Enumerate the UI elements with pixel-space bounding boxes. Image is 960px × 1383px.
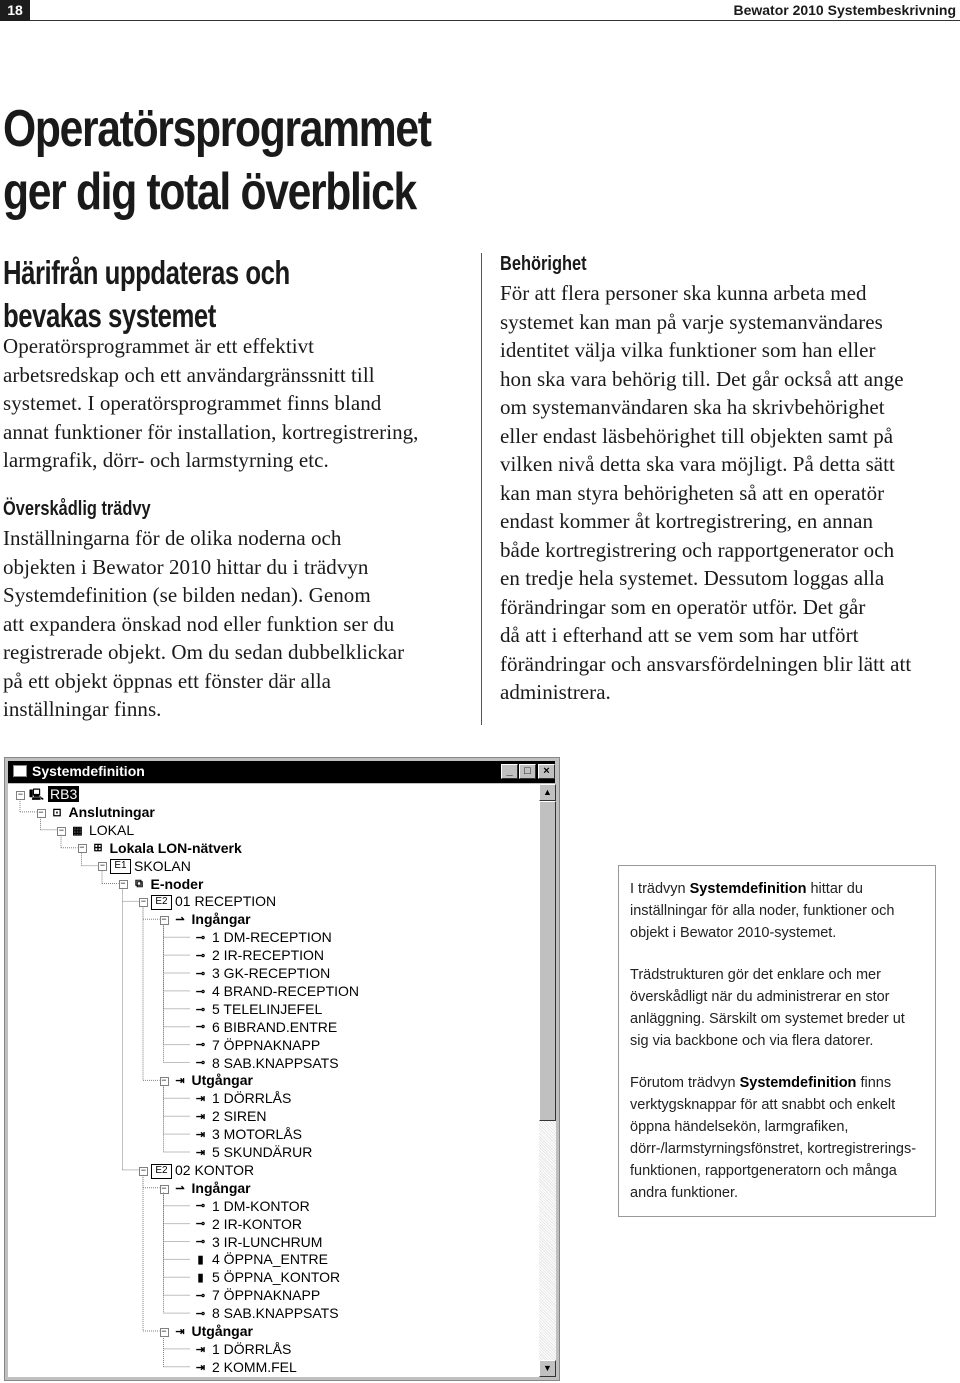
tree-node[interactable] (57, 821, 134, 839)
section3-text (500, 279, 958, 707)
scroll-down-button[interactable]: ▼ (539, 1360, 556, 1377)
section1-line: arbetsredskap och ett användargränssnitt till (3, 362, 375, 387)
tree-node-label: 3 MOTORLÅS (212, 1126, 302, 1143)
collapse-toggle-icon[interactable]: − (79, 843, 85, 854)
tree-node[interactable] (180, 946, 324, 964)
section1-title-line2: bevakas systemet (3, 297, 216, 334)
section3-line: om systemanvändaren ska ha skrivbehörighet (500, 395, 885, 419)
caption-paragraph-1: I trädvyn Systemdefinition hittar du inställningar för alla noder, funktioner och objekt i Bewator 2010-systemet. (630, 881, 895, 941)
section2-line: objekten i Bewator 2010 hittar du i trädvyn (3, 554, 369, 579)
tree-node-label: 1 DM-KONTOR (212, 1197, 310, 1214)
section3-line: vilken nivå detta ska vara möjligt. På detta sätt (500, 452, 895, 476)
tree-node[interactable] (180, 1018, 337, 1036)
collapse-toggle-icon[interactable]: − (140, 1165, 147, 1176)
collapse-toggle-icon[interactable]: − (38, 807, 44, 818)
key-icon: ⊸ (195, 949, 206, 962)
tree-node[interactable] (180, 1215, 302, 1233)
tree-node-label: 01 RECEPTION (175, 893, 277, 910)
minimize-button[interactable]: _ (501, 764, 518, 779)
tree-node-label: 7 ÖPPNAKNAPP (212, 1287, 321, 1304)
section1-title-line1: Härifrån uppdateras och (3, 254, 290, 291)
key-icon: ⊸ (195, 1236, 206, 1249)
key-icon: ⊸ (195, 1039, 206, 1052)
tree-node[interactable] (180, 928, 332, 946)
tree-node-label: Anslutningar (68, 803, 155, 820)
maximize-button[interactable]: □ (519, 764, 536, 779)
collapse-toggle-icon[interactable]: − (161, 1076, 167, 1087)
tree-node-label: 3 GK-RECEPTION (212, 965, 331, 981)
tree-node[interactable] (98, 857, 191, 875)
key-icon: ⊸ (195, 1021, 206, 1034)
section1-line: Operatörsprogrammet är ett effektivt (3, 334, 315, 358)
tree-node-label: 4 BRAND-RECEPTION (212, 982, 360, 999)
vertical-scrollbar[interactable] (539, 784, 556, 1377)
enode-icon: ⧉ (135, 878, 143, 891)
tree-node[interactable] (180, 1107, 266, 1125)
tree-node-label: Ingångar (191, 911, 251, 928)
tree-node-label: 2 IR-KONTOR (212, 1215, 302, 1232)
tree-node-label: 5 ÖPPNA_KONTOR (212, 1269, 341, 1286)
lan-icon: ⊞ (93, 842, 103, 855)
collapse-toggle-icon[interactable]: − (161, 1326, 167, 1337)
tree-node-label: 2 SIREN (212, 1108, 267, 1125)
caption-paragraph-2: Trädstrukturen gör det enklare och mer överskådligt när du administrerar en stor anläggning. Särskilt om systemet breder ut sig via backbone och via flera datorer. (630, 967, 905, 1049)
window-titlebar[interactable] (8, 761, 555, 783)
section2-text (3, 524, 473, 724)
section3-line: administrera. (500, 680, 611, 704)
tree-node[interactable] (16, 785, 79, 803)
key-icon: ⊸ (195, 1307, 206, 1320)
tree-node[interactable] (160, 1179, 251, 1197)
tree-node[interactable] (119, 875, 204, 893)
e2-icon: E2 (151, 895, 172, 910)
tree-node-label: 7 ÖPPNAKNAPP (212, 1036, 321, 1053)
tree-node[interactable] (160, 1071, 253, 1089)
collapse-toggle-icon[interactable]: − (120, 879, 126, 890)
key-icon: ⊸ (195, 967, 206, 980)
key-icon: ⊸ (195, 1003, 206, 1016)
section3-title: Behörighet (500, 253, 587, 275)
section2-line: registrerade objekt. Om du sedan dubbelklickar (3, 640, 405, 664)
output-icon: ⇥ (195, 1093, 206, 1106)
key-icon: ⊸ (195, 931, 206, 944)
e1-icon: E1 (110, 859, 131, 874)
collapse-toggle-icon[interactable]: − (58, 825, 65, 836)
tree-node-label: 6 BIBRAND.ENTRE (212, 1018, 338, 1035)
output-icon: ⇥ (195, 1128, 206, 1141)
tree-node-label: Utgångar (191, 1323, 253, 1339)
tree-node[interactable] (180, 1268, 340, 1286)
input-icon: ⇀ (175, 1182, 185, 1195)
tree-node-label: 1 DÖRRLÅS (212, 1090, 292, 1107)
section1-line: annat funktioner för installation, kortregistrering, (3, 419, 419, 444)
section2-line: på ett objekt öppnas ett fönster där alla (3, 668, 332, 693)
tree-node-label: 5 TELELINJEFEL (212, 1000, 323, 1017)
collapse-toggle-icon[interactable]: − (161, 915, 167, 926)
section3-line: identitet välja vilka funktioner som han eller (500, 338, 876, 362)
tree-view[interactable] (8, 784, 539, 1377)
section2-line: Systemdefinition (se bilden nedan). Genom (3, 583, 371, 607)
network-icon: ⊡ (52, 806, 62, 819)
collapse-toggle-icon[interactable]: − (17, 789, 24, 800)
section3-line: endast kommer åt kortregistrering, en annan (500, 509, 874, 533)
tree-node[interactable] (180, 1197, 310, 1215)
section3-line: förändringar och ansvarsfördelningen blir lätt att (500, 651, 912, 676)
key-icon: ⊸ (195, 1289, 206, 1302)
tree-node[interactable] (180, 1036, 320, 1054)
output-icon: ⇥ (195, 1343, 206, 1356)
tree-node[interactable] (180, 1054, 339, 1072)
section1-line: larmgrafik, dörr- och larmstyrning etc. (3, 448, 329, 472)
tree-node-label: 5 SKUNDÄRUR (212, 1144, 313, 1160)
output-icon: ⇥ (195, 1146, 206, 1159)
tree-node[interactable] (180, 1125, 302, 1143)
input-icon: ⇀ (175, 914, 185, 927)
tree-node[interactable] (78, 839, 242, 857)
tree-node[interactable] (160, 910, 251, 928)
tree-node[interactable] (180, 1358, 297, 1376)
section3-line: hon ska vara behörig till. Det går också att ange (500, 366, 904, 391)
tree-node-label: 2 KOMM.FEL (212, 1358, 297, 1375)
tree-node[interactable] (160, 1322, 253, 1340)
section3-line: systemet kan man på varje systemanvändares (500, 309, 883, 334)
door-icon: ▮ (197, 1254, 204, 1267)
scroll-thumb[interactable] (539, 801, 556, 1121)
section3-line: För att flera personer ska kunna arbeta med (500, 281, 867, 305)
section2-title: Överskådlig trädvy (3, 498, 151, 520)
column-divider (481, 253, 482, 725)
figure-caption (618, 865, 936, 1217)
page-heading-line2: ger dig total överblick (3, 163, 416, 221)
tree-node-label: 8 SAB.KNAPPSATS (212, 1054, 339, 1071)
tree-node-label: 1 DM-RECEPTION (212, 929, 332, 946)
section3-line: då att i efterhand att se vem som har utfört (500, 623, 859, 647)
collapse-toggle-icon[interactable]: − (140, 897, 147, 908)
collapse-toggle-icon[interactable]: − (99, 861, 106, 872)
section3-line: eller endast läsbehörighet till objekten samt på (500, 423, 894, 448)
section1-line: systemet. I operatörsprogrammet finns bland (3, 391, 382, 415)
key-icon: ⊸ (195, 1200, 206, 1213)
tree-node-label: 1 DÖRRLÅS (212, 1340, 292, 1357)
tree-node[interactable] (180, 1250, 328, 1268)
tree-node-label: RB3 (50, 786, 78, 802)
tree-node[interactable] (180, 1000, 322, 1018)
tree-node[interactable] (180, 964, 330, 982)
computer-icon: 🖳 (29, 788, 44, 801)
tree-node-label: 2 IR-RECEPTION (212, 947, 325, 964)
header-rule (30, 20, 960, 21)
tree-node[interactable] (180, 1143, 312, 1161)
key-icon: ⊸ (195, 1057, 206, 1070)
systemdefinition-window (4, 757, 560, 1381)
e2-icon: E2 (151, 1164, 172, 1179)
output-icon: ⇥ (175, 1075, 185, 1088)
tree-node-label: 8 SAB.KNAPPSATS (212, 1305, 339, 1322)
close-button[interactable]: × (538, 764, 555, 779)
tree-node-label: 02 KONTOR (175, 1161, 255, 1178)
output-icon: ⇥ (195, 1110, 206, 1123)
output-icon: ⇥ (175, 1325, 185, 1338)
tree-node[interactable] (180, 1286, 320, 1304)
tree-node[interactable] (180, 1089, 291, 1107)
tree-node[interactable] (180, 1340, 291, 1358)
section2-line: Inställningarna för de olika noderna och (3, 526, 342, 550)
key-icon: ⊸ (195, 985, 206, 998)
tree-node[interactable] (180, 1304, 339, 1322)
tree-node-label: LOKAL (89, 821, 135, 838)
section3-line: kan man styra behörigheten så att en operatör (500, 480, 885, 505)
tree-node[interactable] (180, 1233, 322, 1251)
tree-node[interactable] (37, 803, 155, 821)
tree-node-label: Utgångar (191, 1072, 253, 1089)
window-title: Systemdefinition (32, 763, 145, 779)
door-icon: ▮ (197, 1272, 204, 1285)
tree-node[interactable] (139, 1161, 254, 1179)
output-icon: ⇥ (195, 1361, 206, 1374)
section1-title (3, 251, 290, 337)
collapse-toggle-icon[interactable]: − (161, 1183, 167, 1194)
node-icon: ▦ (72, 824, 83, 837)
tree-node-label: 4 ÖPPNA_ENTRE (212, 1251, 328, 1268)
tree-node-label: SKOLAN (134, 857, 191, 874)
page-heading-line1: Operatörsprogrammet (3, 100, 431, 158)
document-title: Bewator 2010 Systembeskrivning (733, 2, 956, 18)
tree-node-label: Ingångar (191, 1179, 251, 1196)
section2-line: att expandera önskad nod eller funktion ser du (3, 611, 395, 636)
tree-node-label: 3 IR-LUNCHRUM (212, 1233, 323, 1250)
tree-node-label: Lokala LON-nätverk (109, 839, 242, 856)
section3-line: förändringar som en operatör utför. Det går (500, 594, 866, 619)
section3-line: både kortregistrering och rapportgenerator och (500, 537, 895, 562)
caption-paragraph-3: Förutom trädvyn Systemdefinition finns verktygsknappar för att snabbt och enkelt öppna händelsekön, larmgrafiken, dörr-/larmstyrningsfönstret, kortregistrerings-funktionen, rapportgeneratorn och många andra funktioner. (630, 1075, 917, 1201)
key-icon: ⊸ (195, 1218, 206, 1231)
tree-node[interactable] (139, 892, 276, 910)
scroll-up-button[interactable]: ▲ (539, 784, 556, 801)
section2-line: inställningar finns. (3, 697, 162, 721)
tree-node-label: E-noder (150, 875, 204, 892)
tree-node[interactable] (180, 982, 359, 1000)
page-heading (3, 98, 429, 224)
section3-line: en tredje hela systemet. Dessutom loggas alla (500, 566, 885, 590)
page-number: 18 (0, 0, 30, 21)
window-app-icon (13, 765, 27, 777)
section1-text (3, 332, 473, 475)
